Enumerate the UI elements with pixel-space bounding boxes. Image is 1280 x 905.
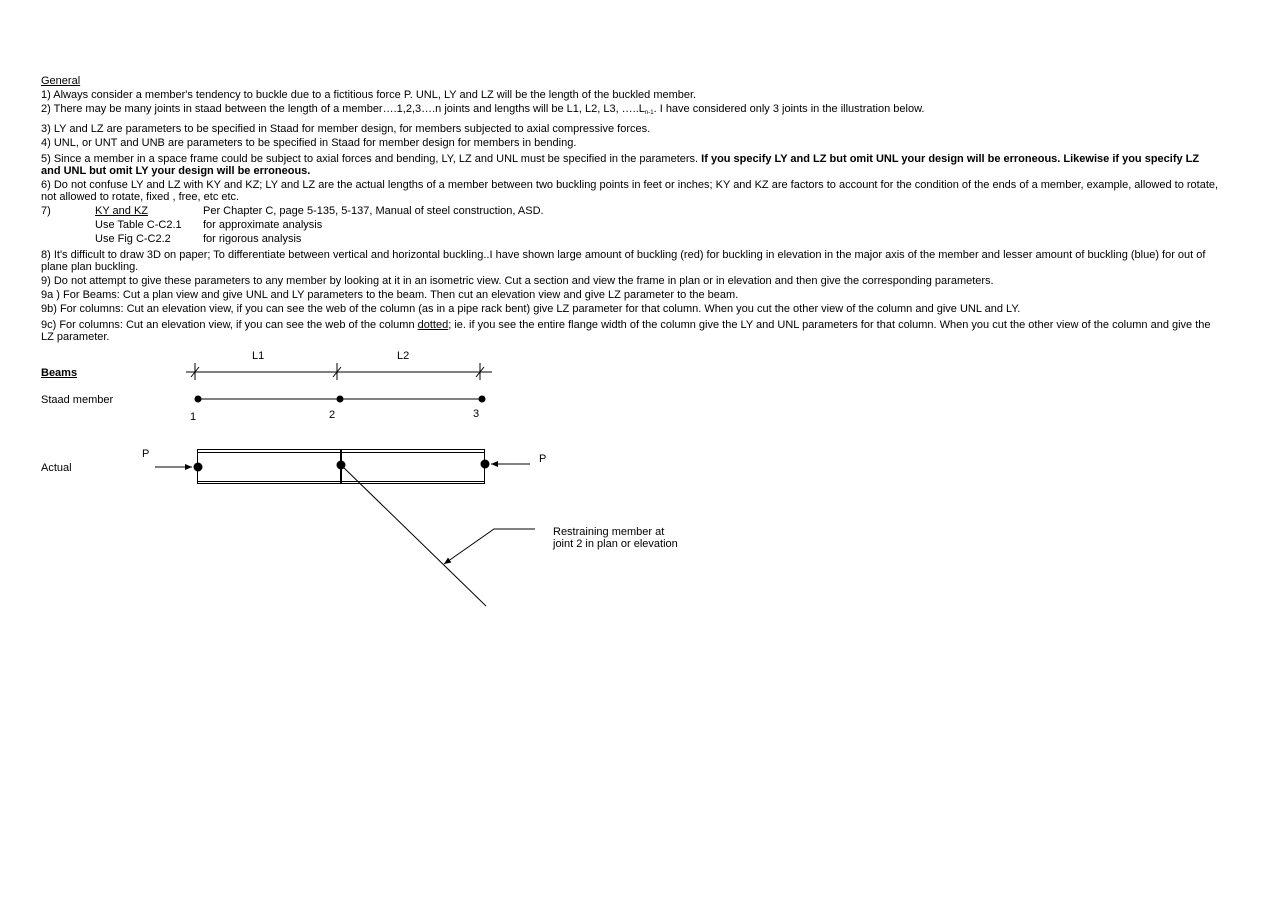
dim-label-l2: L2: [397, 350, 410, 362]
beam-segment-2: [342, 450, 485, 484]
item-7-row-1-label: KY and KZ: [95, 205, 148, 217]
item-5-text: 5) Since a member in a space frame could be subject to axial forces and bending, LY, LZ and UNL must be specified in the parameters.: [41, 153, 699, 165]
callout-leader: [444, 529, 535, 564]
item-7-row-2-label: Use Table C-C2.1: [95, 219, 182, 231]
actual-label: Actual: [41, 462, 72, 474]
staad-joint-1: [195, 396, 202, 403]
item-5-bold-warning: If you specify LY and LZ but omit UNL your design will be erroneous. Likewise if you specify LZ and UNL but omit LY your design will be erroneous.: [41, 153, 1200, 177]
item-9: 9) Do not attempt to give these parameters to any member by looking at it in an isometric view. Cut a section and view the frame in plan or in elevation and then give the corresponding parameters.: [41, 275, 994, 287]
item-6: 6) Do not confuse LY and LZ with KY and KZ; LY and LZ are the actual lengths of a member between two buckling points in feet or inches; KY and KZ are factors to account for the condition of the ends of a member, example, allowed to rotate, not allowed to rotate, fixed , free, etc etc.: [41, 179, 1219, 203]
joint-label-1: 1: [190, 411, 197, 423]
force-label-left: P: [142, 448, 150, 460]
item-7-row-1-text: Per Chapter C, page 5-135, 5-137, Manual of steel construction, ASD.: [203, 205, 544, 217]
item-9c-underlined: dotted: [417, 319, 449, 331]
item-7-row-2-text: for approximate analysis: [203, 219, 323, 231]
item-9c-text-b: ; ie. if you see the entire flange width of the column give the LY and UNL parameters for that column. When you cut the other view of the column and give the LZ parameter.: [41, 319, 1211, 343]
staad-joint-2: [337, 396, 344, 403]
staad-member-label: Staad member: [41, 394, 114, 406]
item-3: 3) LY and LZ are parameters to be specified in Staad for member design, for members subjected to axial compressive forces.: [41, 123, 651, 135]
item-9c-text-a: 9c) For columns: Cut an elevation view, if you can see the web of the column: [41, 319, 418, 331]
item-2-subscript: n-1: [644, 110, 654, 116]
item-2-text-b: . I have considered only 3 joints in the illustration below.: [653, 103, 925, 115]
callout-text-line-2: joint 2 in plan or elevation: [553, 538, 678, 550]
dim-label-l1: L1: [252, 350, 265, 362]
beam-joint-3: [481, 460, 490, 469]
restraining-member: [341, 465, 486, 606]
joint-label-3: 3: [473, 408, 480, 420]
staad-joint-3: [479, 396, 486, 403]
item-7-number: 7): [41, 205, 51, 217]
beams-label: Beams: [41, 367, 78, 379]
heading-general: General: [41, 75, 81, 87]
callout-text-line-1: Restraining member at: [553, 526, 665, 538]
item-7-row-3-label: Use Fig C-C2.2: [95, 233, 171, 245]
item-4: 4) UNL, or UNT and UNB are parameters to be specified in Staad for member design for members in bending.: [41, 137, 577, 149]
joint-label-2: 2: [329, 409, 336, 421]
item-9a: 9a ) For Beams: Cut a plan view and give UNL and LY parameters to the beam. Then cut an elevation view and give LZ parameter to the beam.: [41, 289, 739, 301]
item-7-row-3-text: for rigorous analysis: [203, 233, 302, 245]
item-2-text-a: 2) There may be many joints in staad between the length of a member….1,2,3….n joints and lengths will be L1, L2, L3, …..L: [41, 103, 645, 115]
item-1: 1) Always consider a member's tendency to buckle due to a fictitious force P. UNL, LY and LZ will be the length of the buckled member.: [41, 89, 697, 101]
force-label-right: P: [539, 453, 547, 465]
beam-segment-1: [198, 450, 341, 484]
beam-joint-1: [194, 463, 203, 472]
item-9b: 9b) For columns: Cut an elevation view, if you can see the web of the column (as in a pipe rack bent) give LZ parameter for that column. When you cut the other view of the column and give UNL and LY.: [41, 303, 1021, 315]
item-8: 8) It's difficult to draw 3D on paper; To differentiate between vertical and horizontal buckling..I have shown large amount of buckling (red) for buckling in elevation in the major axis of the member and lesser amount of buckling (blue) for out of plane plan buckling.: [41, 249, 1206, 273]
